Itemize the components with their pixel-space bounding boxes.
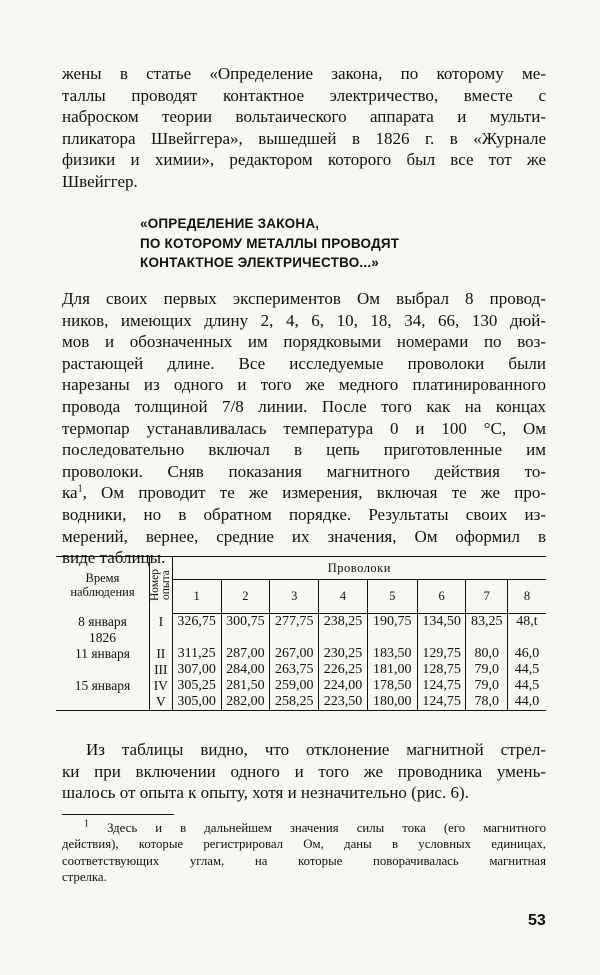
value-cell: 124,75: [417, 678, 466, 694]
wire-number-header: 1: [172, 580, 221, 614]
experiment-cell: I: [149, 614, 172, 631]
heading-line: КОНТАКТНОЕ ЭЛЕКТРИЧЕСТВО...»: [140, 255, 379, 270]
date-cell: [56, 662, 149, 678]
value-cell: 46,0: [507, 646, 546, 662]
value-cell: 79,0: [466, 678, 508, 694]
text-line: [62, 482, 546, 504]
value-cell: 226,25: [319, 662, 368, 678]
table-row: [56, 614, 546, 631]
value-cell: 287,00: [221, 646, 270, 662]
value-cell: [270, 630, 319, 646]
value-cell: 48,t: [507, 614, 546, 631]
value-cell: [172, 630, 221, 646]
text-line: наброском теории вольтаического аппарата и мульти-: [62, 107, 546, 127]
intro-paragraph: [62, 63, 546, 193]
value-cell: 44,5: [507, 662, 546, 678]
text-line: виде таблицы.: [62, 548, 166, 568]
main-paragraph: [62, 288, 546, 569]
value-cell: [221, 630, 270, 646]
value-cell: 267,00: [270, 646, 319, 662]
value-cell: [507, 630, 546, 646]
text-line: провода толщиной 7/8 линии. После того как на концах: [62, 396, 546, 416]
wire-number-header: 8: [507, 580, 546, 614]
value-cell: 281,50: [221, 678, 270, 694]
conclusion-paragraph: [62, 739, 546, 804]
footnote-line: соответствующих углам, на которые поворачивалась магнитная: [62, 853, 546, 868]
value-cell: 282,00: [221, 694, 270, 710]
measurements-table: [56, 556, 546, 711]
value-cell: 259,00: [270, 678, 319, 694]
experiment-cell: II: [149, 646, 172, 662]
value-cell: 181,00: [367, 662, 417, 678]
value-cell: 190,75: [367, 614, 417, 631]
value-cell: 79,0: [466, 662, 508, 678]
date-cell: 1826: [56, 630, 149, 646]
table-row: [56, 630, 546, 646]
value-cell: 300,75: [221, 614, 270, 631]
experiment-header-text: Номер опыта: [148, 569, 172, 602]
value-cell: 311,25: [177, 646, 216, 661]
footnote-mark: 1: [84, 818, 89, 830]
value-cell: 44,0: [507, 694, 546, 710]
date-cell: 11 января: [56, 646, 149, 662]
wire-number-header: 5: [367, 580, 417, 614]
text-line: Швейггер.: [62, 171, 138, 191]
value-cell: [466, 630, 508, 646]
table-row: [56, 646, 546, 662]
table-row: [56, 678, 546, 694]
value-cell: 78,0: [466, 694, 508, 710]
text-line: последовательно включал в цепь приготовленные им: [62, 440, 546, 460]
value-cell: 183,50: [367, 646, 417, 662]
value-cell: 307,00: [177, 662, 216, 677]
value-cell: 284,00: [221, 662, 270, 678]
value-cell: [319, 630, 368, 646]
value-cell: 258,25: [270, 694, 319, 710]
page-number: 53: [528, 912, 546, 929]
footnote-line: стрелка.: [62, 870, 107, 885]
value-cell: 83,25: [466, 614, 508, 631]
footnote: [62, 820, 546, 886]
heading-line: ПО КОТОРОМУ МЕТАЛЛЫ ПРОВОДЯТ: [140, 235, 400, 251]
footnote-line: действия), которые регистрировал Ом, даны в условных единицах,: [62, 837, 546, 852]
text-fragment: , Ом проводит те же измерения, включая те же про-: [82, 483, 546, 503]
value-cell: 230,25: [319, 646, 368, 662]
wire-number-header: 3: [270, 580, 319, 614]
time-column-header: Время наблюдения: [56, 557, 149, 614]
text-line: физики и химии», редактором которого был все тот же: [62, 150, 546, 170]
text-line: таллы проводят контактное электричество, вместе с: [62, 85, 546, 105]
text-line: водники, но в обратном порядке. Результаты своих из-: [62, 504, 546, 524]
text-line: жены в статье «Определение закона, по которому ме-: [62, 64, 546, 83]
value-cell: 178,50: [367, 678, 417, 694]
value-cell: 305,25: [177, 678, 216, 693]
experiment-cell: V: [149, 694, 172, 710]
value-cell: 124,75: [417, 694, 466, 710]
value-cell: 224,00: [319, 678, 368, 694]
text-line: нарезаны из одного и того же медного платинированного: [62, 375, 546, 395]
value-cell: [367, 630, 417, 646]
footnote-line: [62, 820, 546, 836]
date-cell: 15 января: [56, 678, 149, 694]
value-cell: 80,0: [466, 646, 508, 662]
text-line: проволоки. Сняв показания магнитного действия то-: [62, 461, 546, 481]
experiment-cell: IV: [149, 678, 172, 694]
text-fragment: ка: [62, 483, 78, 503]
footnote-divider: [62, 814, 174, 815]
wire-number-header: 2: [221, 580, 270, 614]
section-heading: [140, 214, 460, 273]
value-cell: [417, 630, 466, 646]
value-cell: 277,75: [270, 614, 319, 631]
value-cell: 180,00: [367, 694, 417, 710]
value-cell: 44,5: [507, 678, 546, 694]
experiment-column-header: [149, 557, 172, 614]
text-line: мов и обозначенных им порядковыми номерами по воз-: [62, 332, 546, 352]
table-row: [56, 694, 546, 710]
text-fragment: Здесь и в дальнейшем значения силы тока (его магнитного: [89, 821, 546, 835]
wire-number-header: 4: [319, 580, 368, 614]
value-cell: 223,50: [319, 694, 368, 710]
wire-number-header: 7: [466, 580, 508, 614]
value-cell: 305,00: [177, 694, 216, 709]
table-body: [56, 614, 546, 711]
text-line: Из таблицы видно, что отклонение магнитной стрел-: [86, 740, 546, 759]
text-line: термопар устанавливалась температура 0 и 100 °С, Ом: [62, 418, 546, 438]
text-line: ки при включении одного и того же проводника умень-: [62, 761, 546, 781]
text-line: растающей длине. Все исследуемые проволоки были: [62, 353, 546, 373]
table-row: [56, 662, 546, 678]
wires-group-header: Проволоки: [172, 557, 546, 580]
experiment-cell: [149, 630, 172, 646]
value-cell: 128,75: [417, 662, 466, 678]
footnote-reference[interactable]: 1: [77, 483, 83, 495]
value-cell: 263,75: [270, 662, 319, 678]
wire-number-header: 6: [417, 580, 466, 614]
value-cell: 238,25: [319, 614, 368, 631]
text-line: Для своих первых экспериментов Ом выбрал 8 провод-: [62, 289, 546, 308]
heading-line: «ОПРЕДЕЛЕНИЕ ЗАКОНА,: [140, 216, 320, 231]
text-line: мерений, вернее, средние их значения, Ом оформил в: [62, 526, 546, 546]
date-cell: 8 января: [56, 614, 149, 631]
value-cell: 326,75: [177, 614, 216, 629]
text-line: ников, имеющих длину 2, 4, 6, 10, 18, 34, 66, 130 дюй-: [62, 310, 546, 330]
value-cell: 134,50: [417, 614, 466, 631]
experiment-cell: III: [149, 662, 172, 678]
text-line: шалось от опыта к опыту, хотя и незначительно (рис. 6).: [62, 783, 469, 803]
value-cell: 129,75: [417, 646, 466, 662]
date-cell: [56, 694, 149, 710]
text-line: пликатора Швейггера», вышедшей в 1826 г. в «Журнале: [62, 128, 546, 148]
